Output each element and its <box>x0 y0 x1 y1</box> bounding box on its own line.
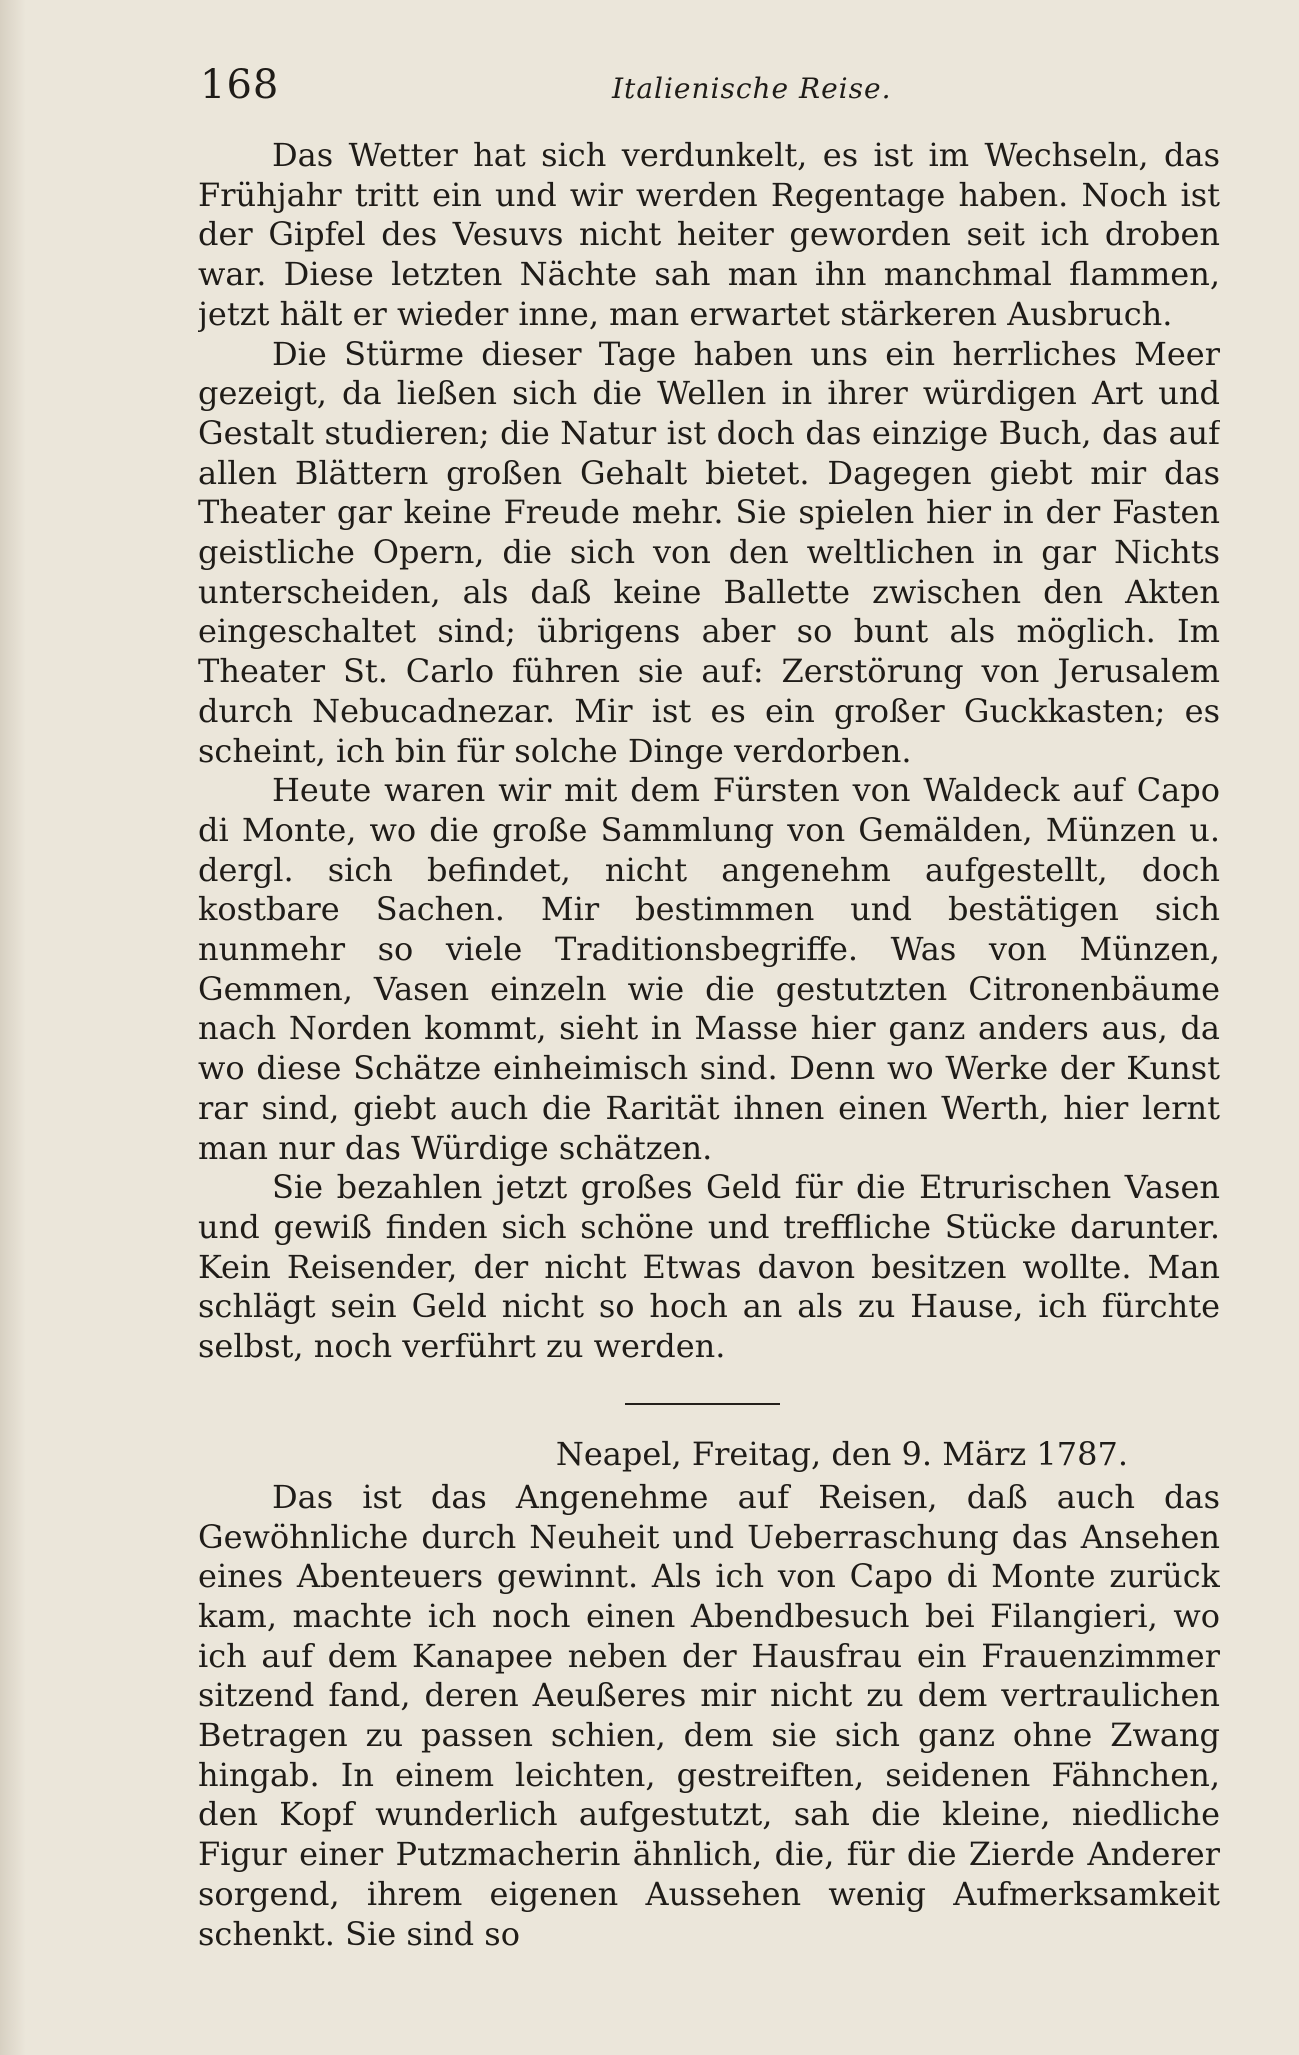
dateline: Neapel, Freitag, den 9. März 1787. <box>555 1434 1128 1473</box>
paragraph-capo-di-monte: Heute waren wir mit dem Fürsten von Waldeck auf Capo di Monte, wo die große Sammlung von Gemälden, Münzen u. dergl. sich befindet, nicht angenehm aufgestellt, doch kostbare Sachen. Mir bestimmen und bestätigen sich nunmehr so viele Traditionsbegriffe. Was von Münzen, Gemmen, Vasen einzeln wie die gestutzten Citronenbäume nach Norden kommt, sieht in Masse hier ganz anders aus, da wo diese Schätze einheimisch sind. Denn wo Werke der Kunst rar sind, giebt auch die Rarität ihnen einen Werth, hier lernt man nur das Würdige schätzen. <box>198 771 1220 1167</box>
paragraph-etruscan-vases: Sie bezahlen jetzt großes Geld für die Etrurischen Vasen und gewiß finden sich schöne und treffliche Stücke darunter. Kein Reisender, der nicht Etwas davon besitzen wollte. Man schlägt sein Geld nicht so hoch an als zu Hause, ich fürchte selbst, noch verführt zu werden. <box>198 1168 1220 1366</box>
page-gutter-shadow <box>0 0 26 2055</box>
paragraph-storms-theater: Die Stürme dieser Tage haben uns ein herrliches Meer gezeigt, da ließen sich die Wellen in ihrer würdigen Art und Gestalt studieren; die Natur ist doch das einzige Buch, das auf allen Blättern großen Gehalt bietet. Dagegen giebt mir das Theater gar keine Freude mehr. Sie spielen hier in der Fasten geistliche Opern, die sich von den weltlichen in gar Nichts unterscheiden, als daß keine Ballette zwischen den Akten eingeschaltet sind; übrigens aber so bunt als möglich. Im Theater St. Carlo führen sie auf: Zerstörung von Jerusalem durch Nebucadnezar. Mir ist es ein großer Guckkasten; es scheint, ich bin für solche Dinge verdorben. <box>198 334 1220 770</box>
paragraph-weather: Das Wetter hat sich verdunkelt, es ist im Wechseln, das Frühjahr tritt ein und wir werden Regentage haben. Noch ist der Gipfel des Vesuvs nicht heiter geworden seit ich droben war. Diese letzten Nächte sah man ihn manchmal flammen, jetzt hält er wieder inne, man erwartet stärkeren Ausbruch. <box>198 136 1220 333</box>
page-number: 168 <box>200 62 280 108</box>
running-head <box>200 58 1220 112</box>
running-title: Italienische Reise. <box>612 72 892 105</box>
paragraph-travel-novelty: Das ist das Angenehme auf Reisen, daß auch das Gewöhnliche durch Neuheit und Ueberraschung das Ansehen eines Abenteuers gewinnt. Als ich von Capo di Monte zurück kam, machte ich noch einen Abendbesuch bei Filangieri, wo ich auf dem Kanapee neben der Hausfrau ein Frauenzimmer sitzend fand, deren Aeußeres mir nicht zu dem vertraulichen Betragen zu passen schien, dem sie sich ganz ohne Zwang hingab. In einem leichten, gestreiften, seidenen Fähnchen, den Kopf wunderlich aufgestutzt, sah die kleine, niedliche Figur einer Putzmacherin ähnlich, die, für die Zierde Anderer sorgend, ihrem eigenen Aussehen wenig Aufmerksamkeit schenkt. Sie sind so <box>198 1477 1220 1953</box>
page-body <box>198 136 1220 2036</box>
section-rule <box>625 1403 780 1405</box>
section-divider <box>198 1367 1220 1431</box>
